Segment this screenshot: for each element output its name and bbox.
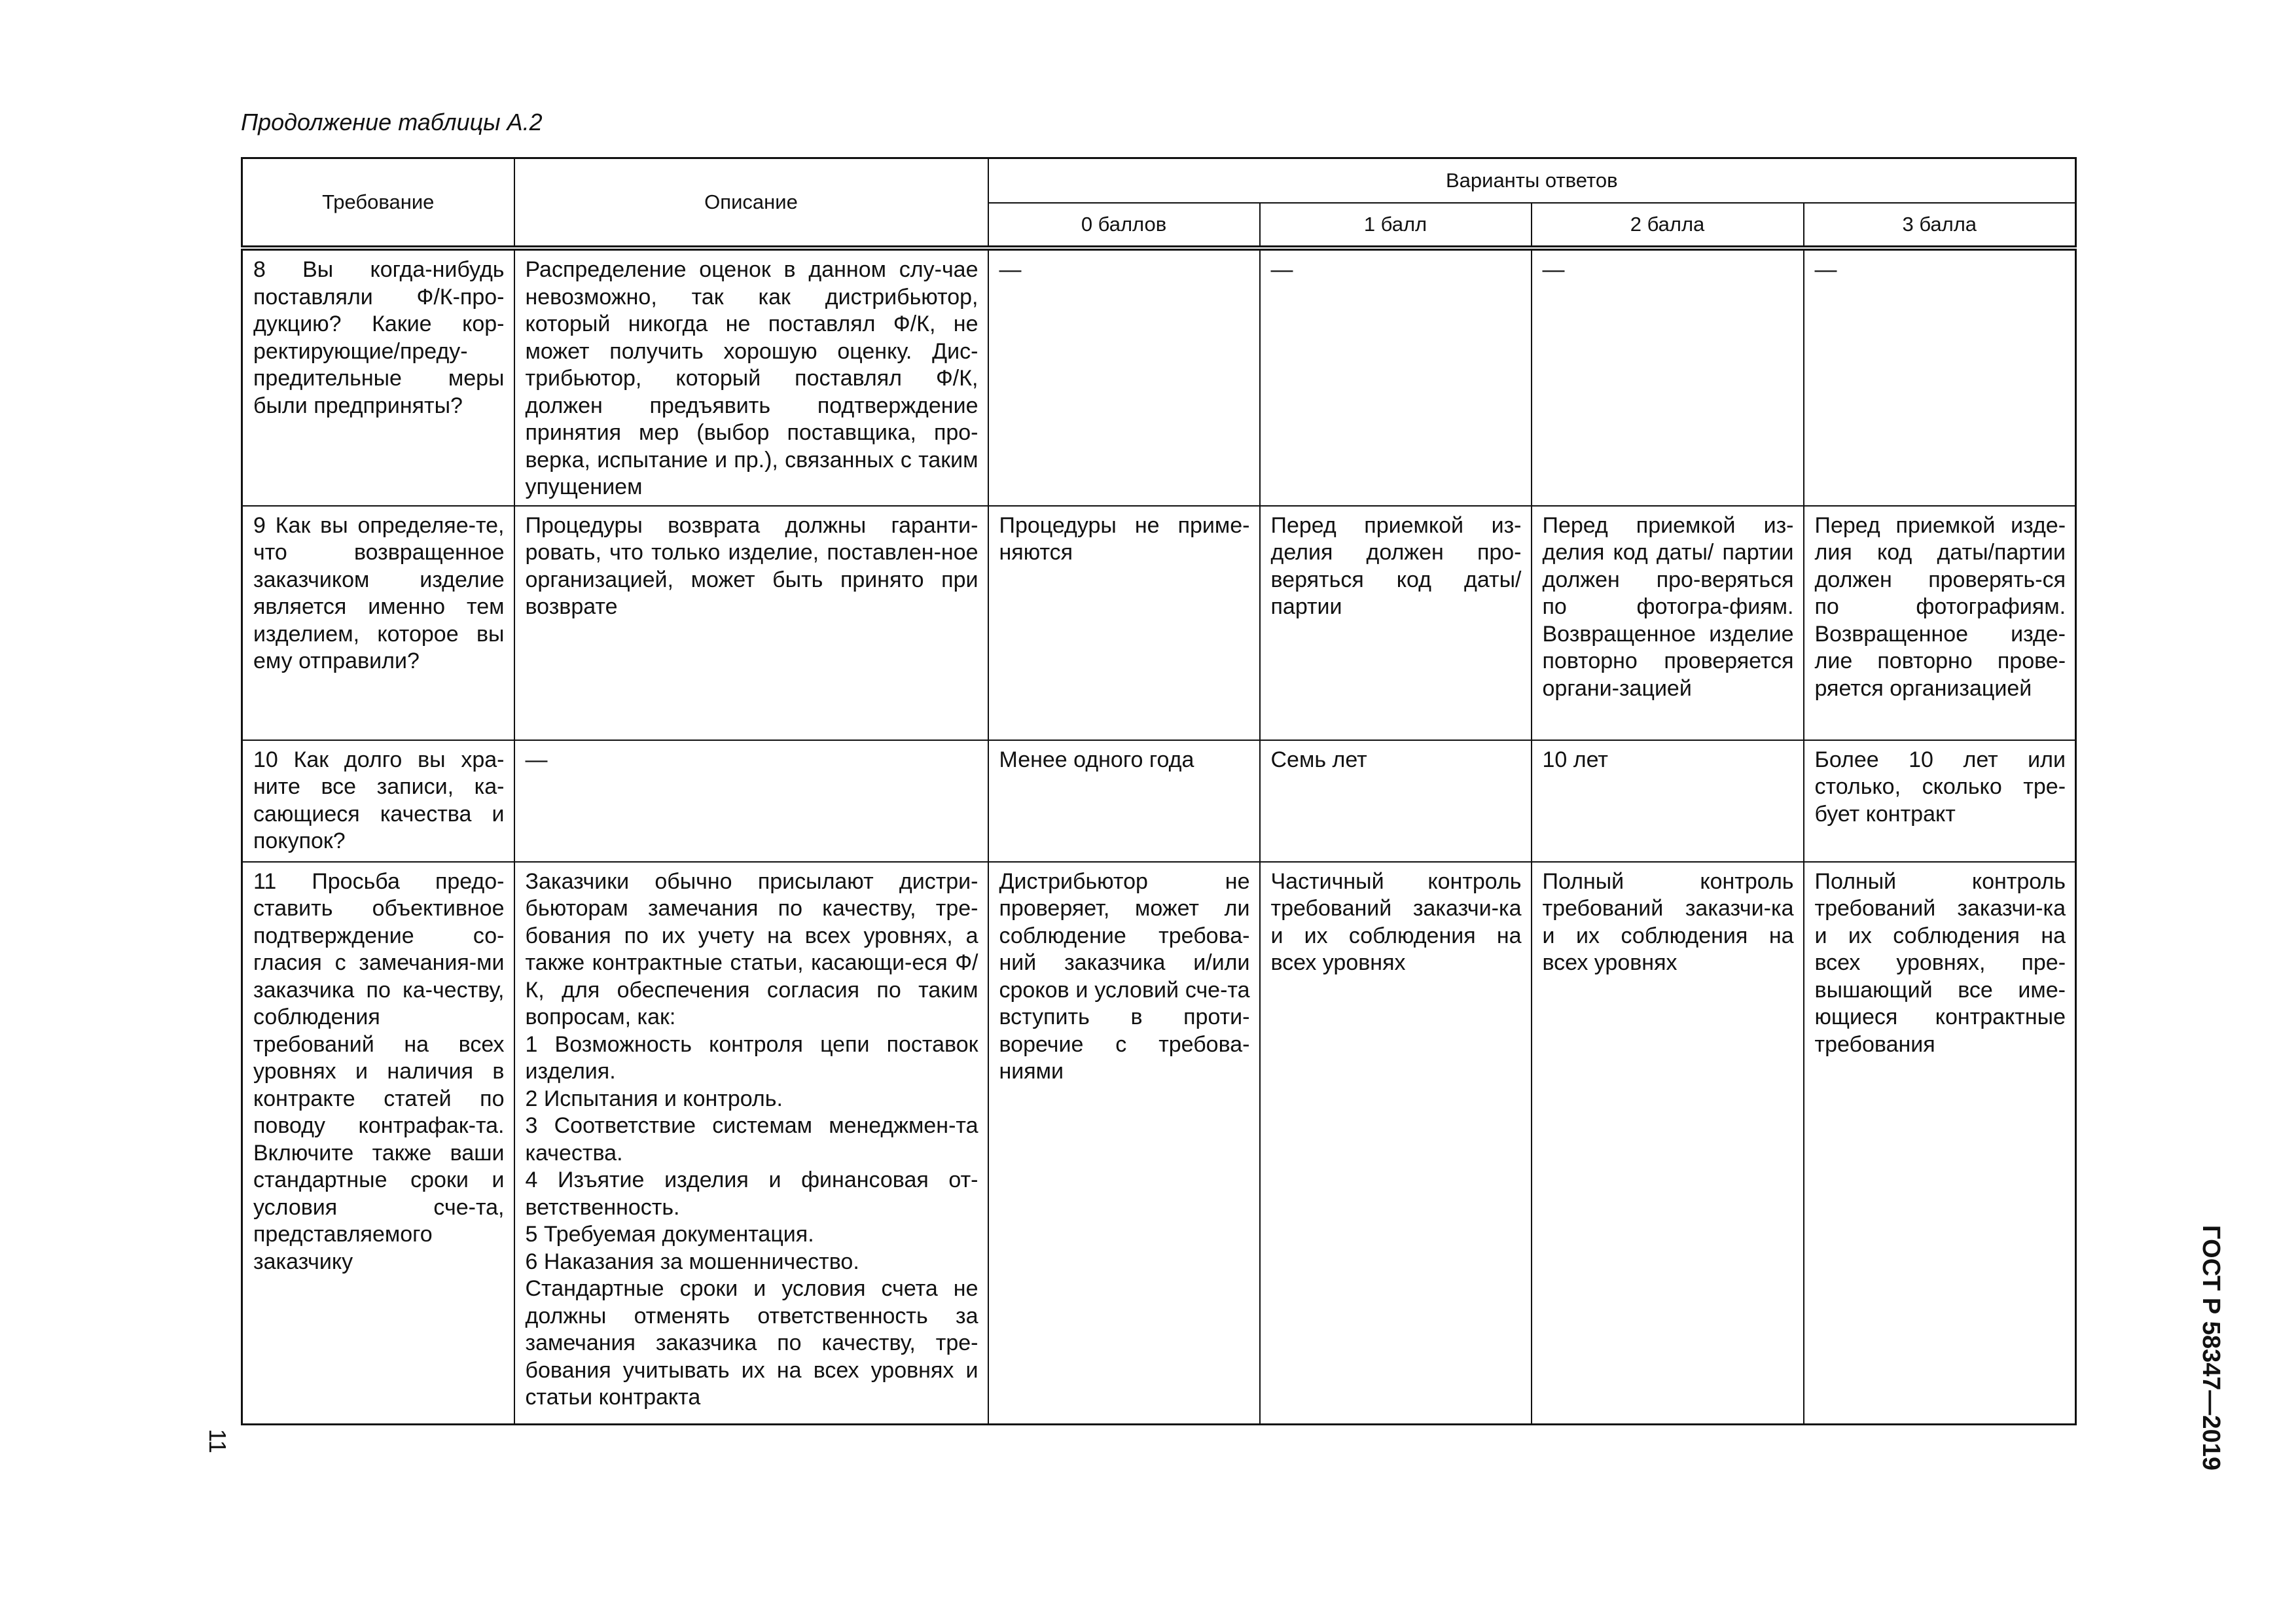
cell-score-1: Частичный контроль требований заказчи-ка и их соблюдения на всех уровнях <box>1260 862 1532 1425</box>
table-row <box>242 740 2076 862</box>
cell-description: Процедуры возврата должны гаранти-ровать, что только изделие, поставлен-ное организацией, может быть принято при возврате <box>514 506 988 740</box>
header-score-0: 0 баллов <box>988 203 1260 248</box>
header-requirement: Требование <box>242 158 514 249</box>
cell-score-2: Полный контроль требований заказчи-ка и их соблюдения на всех уровнях <box>1532 862 1804 1425</box>
table-row <box>242 506 2076 740</box>
cell-score-2: Перед приемкой из-делия код даты/ партии должен про-веряться по фотогра-фиям. Возвращенное изделие повторно проверяется органи-зацией <box>1532 506 1804 740</box>
cell-score-3: Более 10 лет или столько, сколько тре-бует контракт <box>1804 740 2076 862</box>
table-row <box>242 862 2076 1425</box>
cell-score-0: Дистрибьютор не проверяет, может ли соблюдение требова-ний заказчика и/или сроков и условий сче-та вступить в проти-воречие с требова-ниями <box>988 862 1260 1425</box>
header-score-3: 3 балла <box>1804 203 2076 248</box>
page-number: 11 <box>204 1429 231 1454</box>
header-score-1: 1 балл <box>1260 203 1532 248</box>
cell-requirement: 9 Как вы определяе-те, что возвращенное заказчиком изделие является именно тем изделием, которое вы ему отправили? <box>242 506 514 740</box>
cell-score-2: — <box>1532 248 1804 506</box>
cell-score-2: 10 лет <box>1532 740 1804 862</box>
cell-description: — <box>514 740 988 862</box>
table-caption: Продолжение таблицы А.2 <box>241 109 543 135</box>
cell-requirement: 8 Вы когда-нибудь поставляли Ф/К-про-дукцию? Какие кор-ректирующие/преду-предительные меры были предприняты? <box>242 248 514 506</box>
cell-score-3: — <box>1804 248 2076 506</box>
table-row <box>242 248 2076 506</box>
cell-requirement: 10 Как долго вы хра-ните все записи, ка-сающиеся качества и покупок? <box>242 740 514 862</box>
cell-score-0: Процедуры не приме-няются <box>988 506 1260 740</box>
cell-score-0: Менее одного года <box>988 740 1260 862</box>
header-answers-group: Варианты ответов <box>988 158 2076 204</box>
header-description: Описание <box>514 158 988 249</box>
header-score-2: 2 балла <box>1532 203 1804 248</box>
cell-score-0: — <box>988 248 1260 506</box>
document-id: ГОСТ Р 58347—2019 <box>2197 1225 2225 1471</box>
cell-requirement: 11 Просьба предо-ставить объективное подтверждение со-гласия с замечания-ми заказчика по ка-честву, соблюдения требований на всех уровнях и наличия в контракте статей по поводу контрафак-та. Включите также ваши стандартные сроки и условия сче-та, представляемого заказчику <box>242 862 514 1425</box>
cell-score-1: — <box>1260 248 1532 506</box>
cell-score-1: Семь лет <box>1260 740 1532 862</box>
cell-score-3: Перед приемкой изде-лия код даты/партии должен проверять-ся по фотографиям. Возвращенное изде-лие повторно прове-ряется организацией <box>1804 506 2076 740</box>
cell-description: Распределение оценок в данном слу-чае невозможно, так как дистрибьютор, который никогда не поставлял Ф/К, не может получить хорошую оценку. Дис-трибьютор, который поставлял Ф/К, должен предъявить подтверждение принятия мер (выбор поставщика, про-верка, испытание и пр.), связанных с таким упущением <box>514 248 988 506</box>
cell-score-1: Перед приемкой из-делия должен про-веряться код даты/ партии <box>1260 506 1532 740</box>
cell-description: Заказчики обычно присылают дистри-бьюторам замечания по качеству, тре-бования по их учету на всех уровнях, а также контрактные статьи, касающи-еся Ф/К, для обеспечения согласия по таким вопросам, как: 1 Возможность контроля цепи поставок изделия. 2 Испытания и контроль. 3 Соответствие системам менеджмен-та качества. 4 Изъятие изделия и финансовая от-ветственность. 5 Требуемая документация. 6 Наказания за мошенничество. Стандартные сроки и условия счета не должны отменять ответственность за замечания заказчика по качеству, тре-бования учитывать их на всех уровнях и статьи контракта <box>514 862 988 1425</box>
cell-score-3: Полный контроль требований заказчи-ка и их соблюдения на всех уровнях, пре-вышающий все име-ющиеся контрактные требования <box>1804 862 2076 1425</box>
evaluation-table <box>241 157 2077 1425</box>
